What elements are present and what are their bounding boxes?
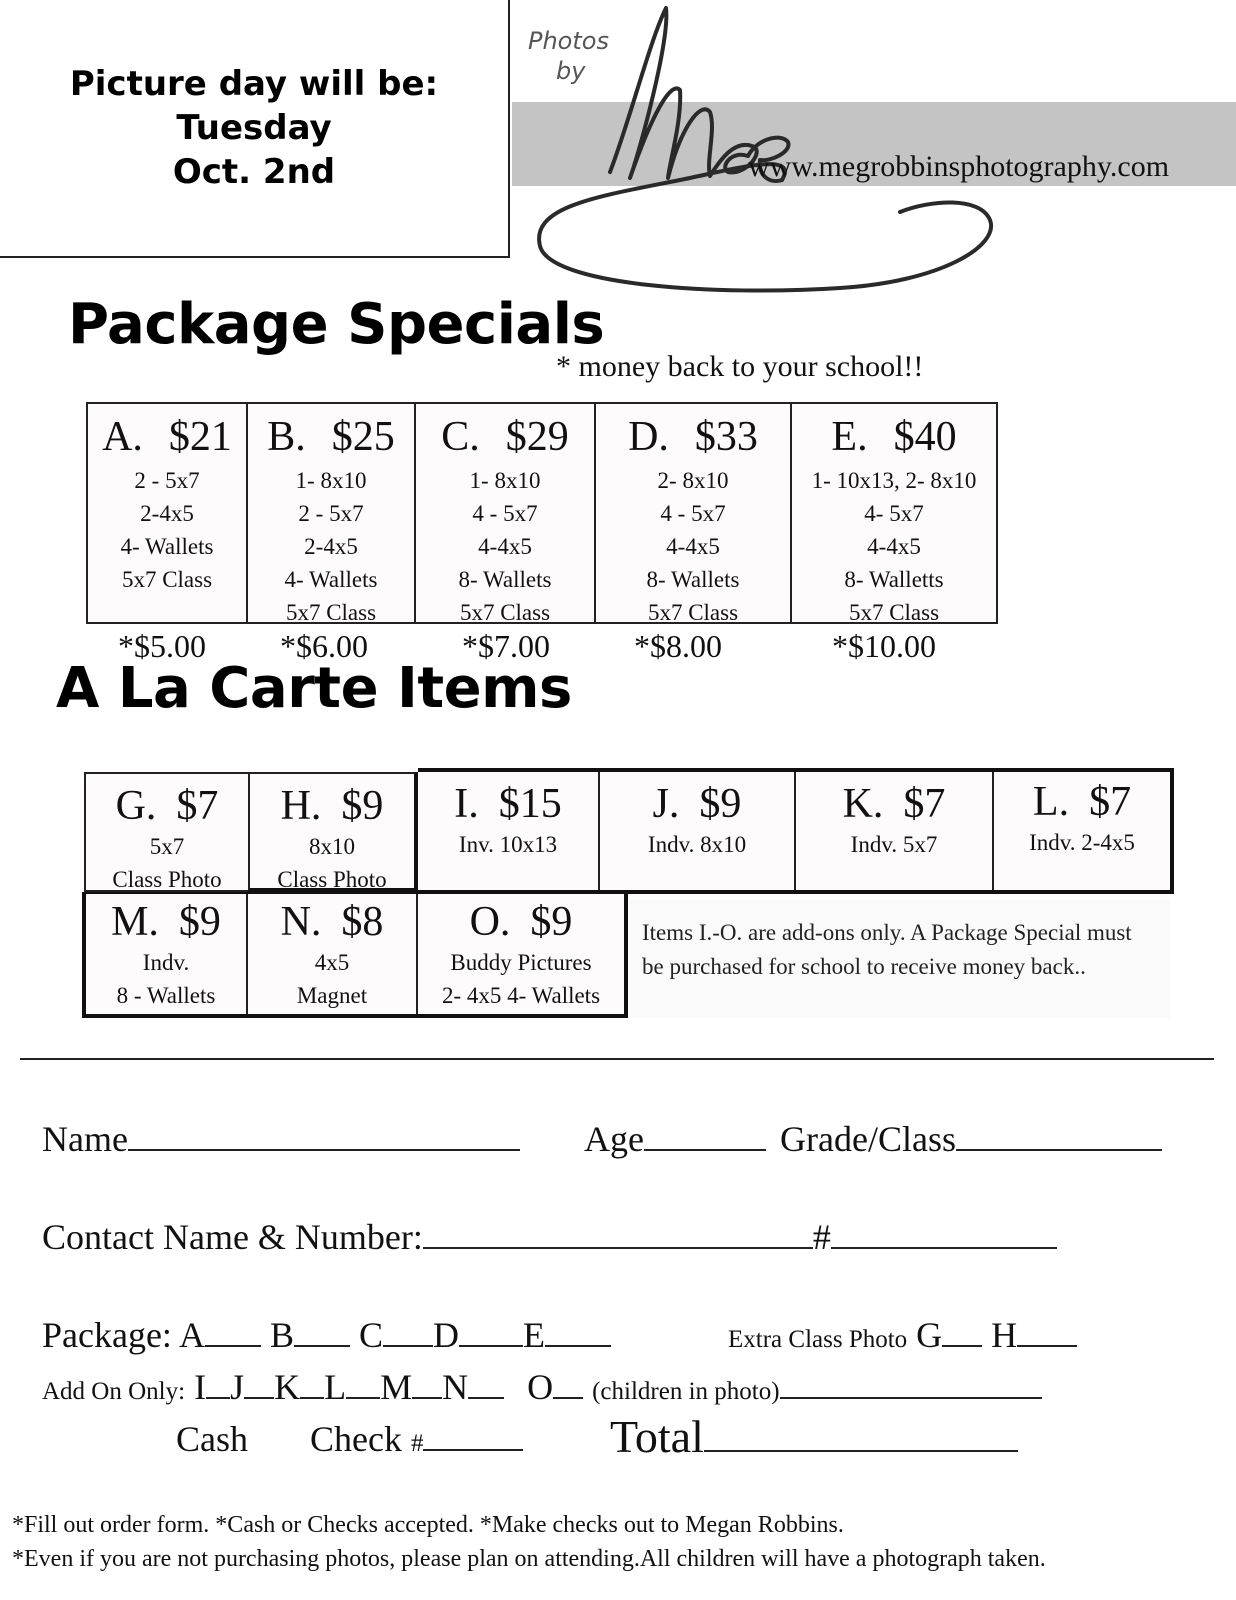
website-url: www.megrobbinsphotography.com: [748, 150, 1170, 183]
package-d-header: [596, 410, 790, 464]
item-k-price: $7: [903, 781, 946, 827]
grade-field[interactable]: [956, 1121, 1162, 1151]
package-b-header: [248, 410, 414, 464]
package-row: [42, 1314, 611, 1356]
item-i-line: Inv. 10x13: [458, 832, 558, 857]
package-c: [416, 404, 596, 625]
contact-number-field[interactable]: [831, 1219, 1057, 1249]
package-a-field[interactable]: [205, 1317, 261, 1347]
addon-option-k: K: [274, 1367, 301, 1407]
addon-label: Add On Only:: [42, 1378, 186, 1405]
by-word: by: [556, 57, 586, 85]
package-e-item: 4-4x5: [867, 534, 921, 559]
package-option-b: B: [269, 1315, 294, 1355]
total-row: [610, 1410, 1018, 1463]
contact-label: Contact Name & Number:: [42, 1217, 423, 1257]
addon-i-field[interactable]: [206, 1369, 230, 1399]
item-m-line: 8 - Wallets: [116, 983, 216, 1008]
package-b-letter: B.: [267, 414, 306, 460]
addon-option-i: I: [194, 1367, 207, 1407]
item-o-line: Buddy Pictures: [450, 950, 592, 975]
item-h-line: 8x10: [309, 834, 355, 859]
package-b-item: 2-4x5: [304, 534, 358, 559]
item-m-price: $9: [178, 899, 221, 945]
package-label: Package:: [42, 1315, 172, 1355]
package-a: [88, 404, 248, 622]
contact-row: [42, 1216, 1057, 1258]
addon-option-j: J: [230, 1367, 245, 1407]
item-m-header: [86, 898, 246, 946]
item-h-letter: H.: [280, 783, 322, 829]
item-n-line: 4x5: [314, 950, 350, 975]
item-m-letter: M.: [111, 899, 159, 945]
package-e-price: $40: [893, 414, 957, 460]
item-h: [248, 772, 418, 892]
item-g-letter: G.: [115, 783, 157, 829]
package-a-price: $21: [168, 414, 232, 460]
addon-option-m: M: [380, 1367, 413, 1407]
package-a-letter: A.: [102, 414, 143, 460]
addon-o-field[interactable]: [553, 1369, 583, 1399]
item-g: [84, 772, 248, 892]
package-b-price: $25: [331, 414, 395, 460]
package-b-item: 2 - 5x7: [298, 501, 364, 526]
package-option-c: C: [358, 1315, 383, 1355]
package-e-item: 8- Walletts: [844, 567, 944, 592]
package-c-price: $29: [505, 414, 569, 460]
check-label: Check: [310, 1419, 402, 1459]
picture-day-line1: Picture day will be:: [69, 64, 439, 104]
addon-k-field[interactable]: [300, 1369, 324, 1399]
grade-label: Grade/Class: [780, 1119, 956, 1159]
children-in-photo-field[interactable]: [780, 1369, 1042, 1399]
package-e-item: 1- 10x13, 2- 8x10: [811, 468, 977, 493]
package-d-price: $33: [694, 414, 758, 460]
package-a-item: 4- Wallets: [120, 534, 214, 559]
name-label: Name: [42, 1119, 128, 1159]
item-i-price: $15: [498, 781, 562, 827]
package-e-header: [792, 410, 996, 464]
item-h-line: Class Photo: [277, 867, 387, 892]
age-label: Age: [584, 1119, 644, 1159]
contact-hash-label: #: [812, 1217, 831, 1257]
item-k-letter: K.: [842, 781, 884, 827]
item-n-price: $8: [341, 899, 384, 945]
package-c-item: 5x7 Class: [459, 600, 551, 625]
footer-line-2: *Even if you are not purchasing photos, please plan on attending.All children will have a photograph taken.: [12, 1546, 1046, 1572]
item-l-line: Indv. 2-4x5: [1029, 830, 1135, 855]
picture-day-weekday: Tuesday: [176, 108, 332, 148]
item-n-letter: N.: [280, 899, 322, 945]
item-o-header: [418, 898, 624, 946]
item-j: [600, 772, 796, 890]
package-option-a: A: [178, 1315, 205, 1355]
age-row: [584, 1118, 766, 1160]
extra-option-g: G: [916, 1315, 943, 1355]
children-in-photo-label: (children in photo): [592, 1378, 780, 1405]
age-field[interactable]: [644, 1121, 766, 1151]
package-d: [596, 404, 792, 625]
addon-option-o: O: [527, 1367, 554, 1407]
item-n-line: Magnet: [296, 983, 368, 1008]
name-field[interactable]: [128, 1121, 520, 1151]
item-j-letter: J.: [652, 781, 680, 827]
package-e-rebate: *$10.00: [832, 628, 936, 664]
item-i: [418, 772, 600, 890]
total-field[interactable]: [704, 1416, 1018, 1452]
form-divider: [20, 1058, 1214, 1060]
package-b: [248, 404, 416, 625]
add-on-note: Items I.-O. are add-ons only. A Package Special must be purchased for school to receive money back..: [630, 900, 1170, 1018]
extra-h-field[interactable]: [1017, 1317, 1077, 1347]
addon-j-field[interactable]: [244, 1369, 274, 1399]
item-o-line: 2- 4x5 4- Wallets: [441, 983, 601, 1008]
money-back-note: * money back to your school!!: [556, 350, 924, 383]
extra-g-field[interactable]: [942, 1317, 982, 1347]
package-e-item: 4- 5x7: [864, 501, 924, 526]
package-d-item: 4-4x5: [666, 534, 720, 559]
item-j-line: Indv. 8x10: [647, 832, 747, 857]
package-b-item: 1- 8x10: [295, 468, 367, 493]
package-d-field[interactable]: [459, 1317, 523, 1347]
package-c-item: 4 - 5x7: [472, 501, 538, 526]
item-k-line: Indv. 5x7: [850, 832, 938, 857]
extra-class-label: Extra Class Photo: [728, 1326, 908, 1353]
package-e-item: 5x7 Class: [848, 600, 940, 625]
item-j-price: $9: [699, 781, 742, 827]
package-c-item: 8- Wallets: [458, 567, 552, 592]
package-e-field[interactable]: [545, 1317, 611, 1347]
item-o: [418, 894, 624, 1014]
item-l-header: [994, 778, 1170, 826]
cash-label: Cash: [176, 1419, 248, 1459]
package-c-rebate: *$7.00: [462, 628, 550, 664]
item-l: [994, 772, 1170, 890]
item-i-letter: I.: [454, 781, 479, 827]
package-d-letter: D.: [628, 414, 669, 460]
footer-line-1: *Fill out order form. *Cash or Checks accepted. *Make checks out to Megan Robbins.: [12, 1512, 844, 1538]
item-k: [796, 772, 994, 890]
item-l-letter: L.: [1032, 779, 1070, 825]
item-g-line: 5x7: [149, 834, 185, 859]
picture-day-date: Oct. 2nd: [172, 152, 336, 192]
contact-name-field[interactable]: [423, 1219, 813, 1249]
extra-option-h: H: [991, 1315, 1018, 1355]
package-a-item: 2 - 5x7: [134, 468, 200, 493]
item-h-price: $9: [341, 783, 384, 829]
package-c-letter: C.: [441, 414, 480, 460]
package-a-item: 5x7 Class: [121, 567, 213, 592]
item-k-header: [796, 780, 992, 828]
package-e: [792, 404, 996, 625]
package-option-e: E: [522, 1315, 545, 1355]
name-row: [42, 1118, 520, 1160]
addon-l-field[interactable]: [346, 1369, 380, 1399]
package-d-item: 4 - 5x7: [660, 501, 726, 526]
addon-m-field[interactable]: [412, 1369, 442, 1399]
item-m-line: Indv.: [142, 950, 190, 975]
payment-row: [176, 1418, 523, 1460]
package-d-item: 2- 8x10: [657, 468, 729, 493]
package-d-rebate: *$8.00: [634, 628, 722, 664]
addon-option-l: L: [324, 1367, 347, 1407]
item-h-header: [250, 782, 414, 830]
package-c-field[interactable]: [383, 1317, 433, 1347]
item-o-letter: O.: [469, 899, 511, 945]
package-d-item: 8- Wallets: [646, 567, 740, 592]
picture-day-box: [0, 0, 510, 258]
package-b-rebate: *$6.00: [280, 628, 368, 664]
item-o-price: $9: [530, 899, 573, 945]
package-table: [86, 402, 998, 624]
item-g-price: $7: [176, 783, 219, 829]
package-c-header: [416, 410, 594, 464]
photos-by-text: [528, 26, 609, 86]
package-b-field[interactable]: [294, 1317, 350, 1347]
package-a-header: [88, 410, 246, 464]
addon-option-n: N: [442, 1367, 469, 1407]
package-e-letter: E.: [831, 414, 868, 460]
item-n: [248, 894, 418, 1014]
photos-word: Photos: [528, 27, 609, 55]
total-label: Total: [610, 1411, 704, 1462]
package-d-item: 5x7 Class: [647, 600, 739, 625]
item-g-line: Class Photo: [112, 867, 222, 892]
package-specials-title: Package Specials: [68, 292, 605, 357]
package-b-item: 4- Wallets: [284, 567, 378, 592]
package-a-rebate: *$5.00: [118, 628, 206, 664]
item-i-header: [418, 780, 598, 828]
package-option-d: D: [432, 1315, 459, 1355]
extra-class-row: [728, 1314, 1077, 1356]
check-number-field[interactable]: [423, 1421, 523, 1451]
addon-row: [42, 1366, 1042, 1408]
a-la-carte-title: A La Carte Items: [56, 656, 572, 721]
package-b-item: 5x7 Class: [285, 600, 377, 625]
item-n-header: [248, 898, 416, 946]
package-c-item: 1- 8x10: [469, 468, 541, 493]
grade-row: [780, 1118, 1162, 1160]
item-j-header: [600, 780, 794, 828]
addon-n-field[interactable]: [468, 1369, 504, 1399]
package-a-item: 2-4x5: [140, 501, 194, 526]
item-g-header: [86, 782, 248, 830]
check-hash-label: #: [410, 1430, 424, 1457]
package-c-item: 4-4x5: [478, 534, 532, 559]
item-m: [86, 894, 248, 1014]
item-l-price: $7: [1089, 779, 1132, 825]
